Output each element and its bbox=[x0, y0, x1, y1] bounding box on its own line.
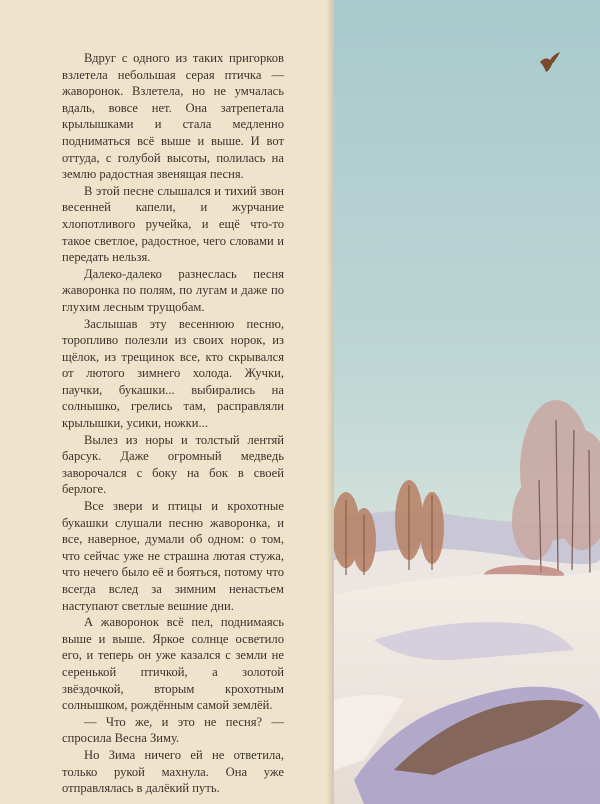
paragraph-5: Вылез из норы и толстый лентяй барсук. Даже огромный медведь заворочался с боку на бок в своей берлоге. bbox=[62, 432, 284, 497]
paragraph-3: Далеко-далеко разнеслась песня жаворонка по полям, по лугам и даже по глухим лесным трущобам. bbox=[62, 266, 284, 314]
paragraph-6: Все звери и птицы и крохотные букашки слушали песню жаворонка, и все, наверное, думали об одном: о том, что сейчас уже не страшна лютая стужа, что нечего было её и бояться, потому что всегда вслед за зимним ненастьем наступают светлые вешние дни. bbox=[62, 499, 284, 613]
paragraph-9: Но Зима ничего ей не ответила, только рукой махнула. Она уже отправлялась в далёкий путь. bbox=[62, 747, 284, 796]
paragraph-1: Вдруг с одного из таких пригорков взлетела небольшая серая птичка — жаворонок. Взлетела, но не умчалась вдаль, вовсе нет. Она затрепетала крылышками и стала медленно подниматься всё выше и выше. И вот оттуда, с голубой высоты, полилась на землю радостная звенящая песня. bbox=[62, 51, 284, 182]
story-text bbox=[62, 50, 284, 797]
landscape-painting bbox=[334, 0, 600, 804]
winter-landscape-illustration bbox=[334, 0, 600, 804]
paragraph-2: В этой песне слышался и тихий звон весенней капели, и журчание хлопотливого ручейка, и ещё что-то такое светлое, радостное, чего словами и передать нельзя. bbox=[62, 183, 284, 265]
paragraph-8: — Что же, и это не песня? — спросила Весна Зиму. bbox=[62, 714, 284, 746]
paragraph-7: А жаворонок всё пел, поднимаясь выше и выше. Яркое солнце осветило его, и теперь он уже казался с земли не серенькой птичкой, а золотой звёздочкой, вторым крохотным солнышком, рождённым самой землёй. bbox=[62, 615, 284, 713]
paragraph-4: Заслышав эту весеннюю песню, торопливо полезли из своих норок, из щёлок, из трещинок все, кто скрывался от лютого зимнего холода. Жучки, паучки, букашки... выбирались на солнышко, грелись там, расправляли крылышки, усики, ножки... bbox=[62, 316, 284, 431]
